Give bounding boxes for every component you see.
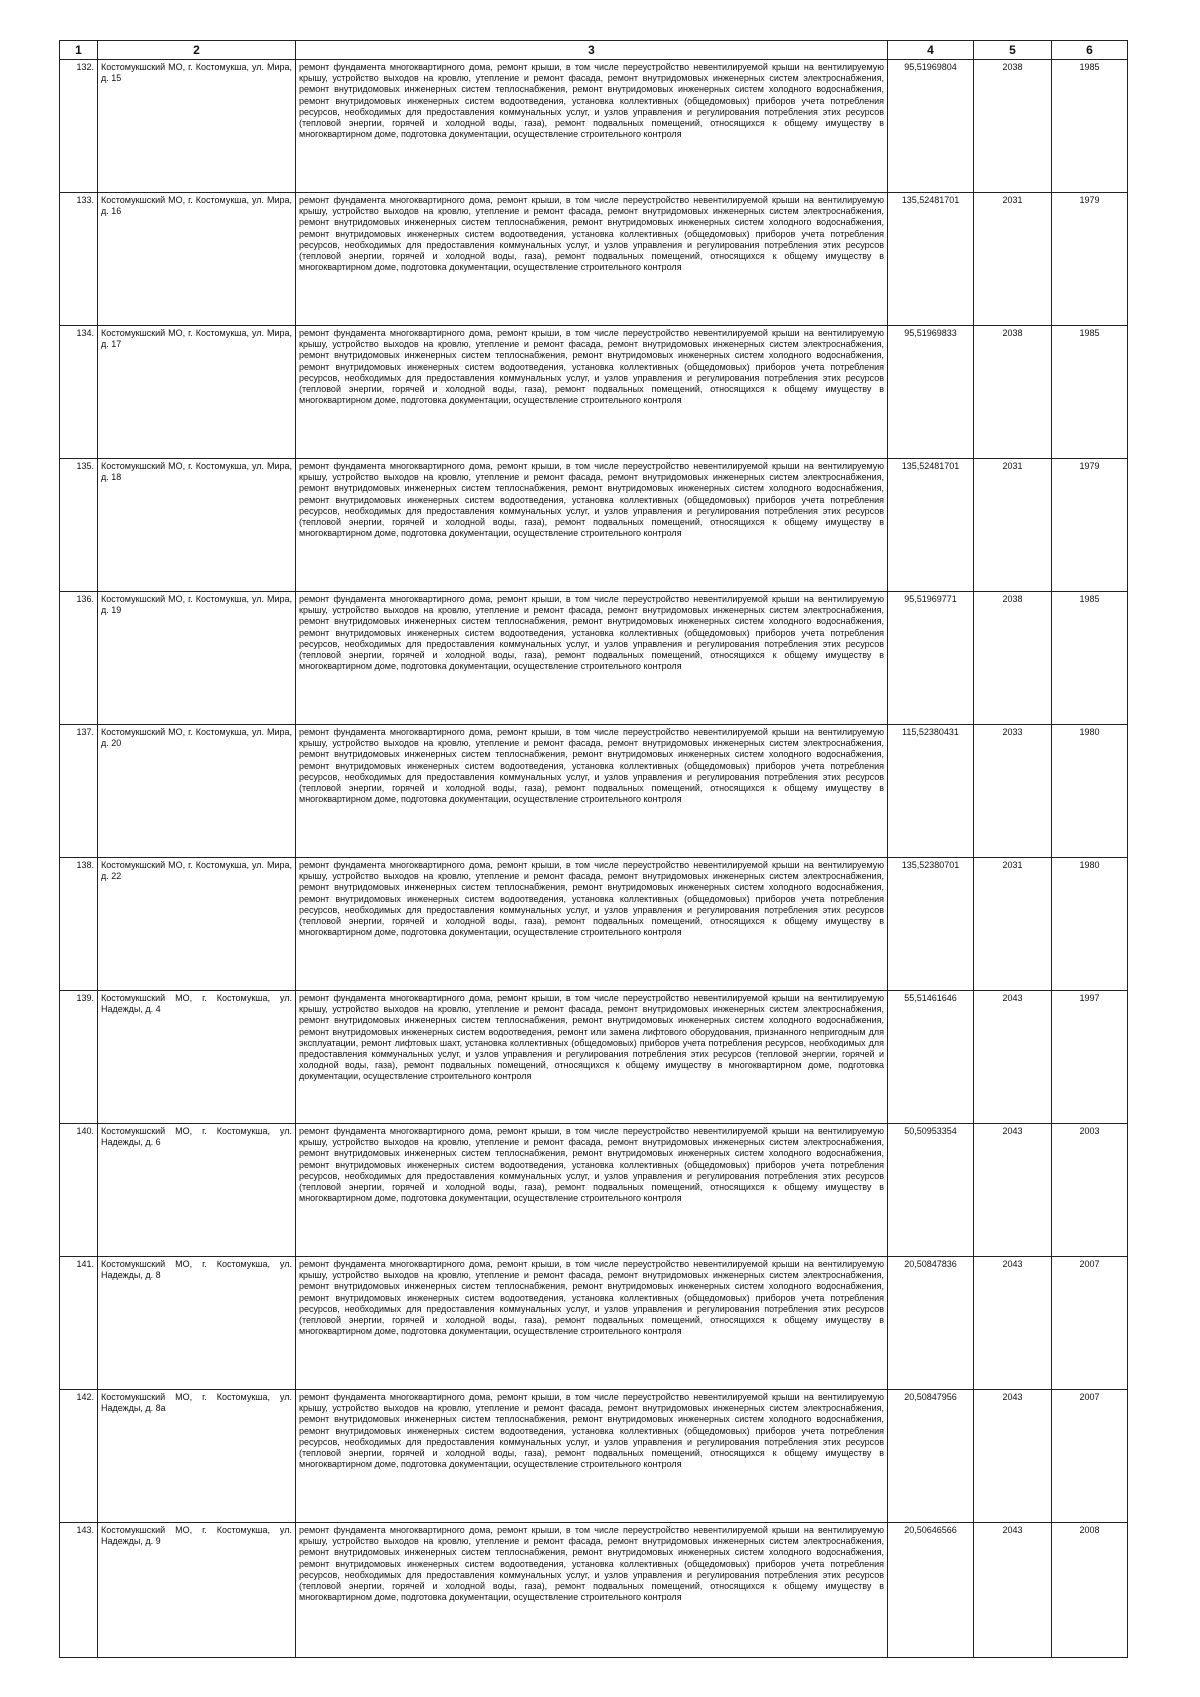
column-4-value: 95,51969804 xyxy=(888,60,974,193)
work-types: ремонт фундамента многоквартирного дома, ремонт крыши, в том числе переустройство невентилируемой крыши на вентилируемую крышу, устройство выходов на кровлю, утепление и ремонт фасада, ремонт внутридомовых инженерных систем электроснабжения, ремонт внутридомовых инженерных систем теплоснабжения, ремонт внутридомовых инженерных систем холодного водоснабжения, ремонт внутридомовых инженерных систем водоотведения, ремонт или замена лифтового оборудования, признанного непригодным для эксплуатации, ремонт лифтовых шахт, установка коллективных (общедомовых) приборов учета потребления ресурсов, необходимых для предоставления коммунальных услуг, и узлов управления и регулирования потребления этих ресурсов (тепловой энергии, горячей и холодной воды, газа), ремонт подвальных помещений, относящихся к общему имуществу в многоквартирном доме, подготовка документации, осуществление строительного контроля xyxy=(296,991,888,1124)
planned-year: 2043 xyxy=(974,991,1052,1124)
table-row xyxy=(60,1124,1128,1257)
column-4-value: 135,52481701 xyxy=(888,193,974,326)
planned-year: 2031 xyxy=(974,459,1052,592)
row-number: 137. xyxy=(60,725,98,858)
row-number: 139. xyxy=(60,991,98,1124)
row-number: 133. xyxy=(60,193,98,326)
row-number: 135. xyxy=(60,459,98,592)
construction-year: 1980 xyxy=(1052,858,1128,991)
construction-year: 2003 xyxy=(1052,1124,1128,1257)
work-types: ремонт фундамента многоквартирного дома, ремонт крыши, в том числе переустройство невентилируемой крыши на вентилируемую крышу, устройство выходов на кровлю, утепление и ремонт фасада, ремонт внутридомовых инженерных систем электроснабжения, ремонт внутридомовых инженерных систем теплоснабжения, ремонт внутридомовых инженерных систем холодного водоснабжения, ремонт внутридомовых инженерных систем водоотведения, установка коллективных (общедомовых) приборов учета потребления ресурсов, необходимых для предоставления коммунальных услуг, и узлов управления и регулирования потребления этих ресурсов (тепловой энергии, горячей и холодной воды, газа), ремонт подвальных помещений, относящихся к общему имуществу в многоквартирном доме, подготовка документации, осуществление строительного контроля xyxy=(296,60,888,193)
column-4-value: 20,50646566 xyxy=(888,1523,974,1658)
row-number: 141. xyxy=(60,1257,98,1390)
column-4-value: 20,50847956 xyxy=(888,1390,974,1523)
construction-year: 1985 xyxy=(1052,60,1128,193)
planned-year: 2038 xyxy=(974,60,1052,193)
house-address: Костомукшский МО, г. Костомукша, ул. Мира, д. 16 xyxy=(98,193,296,326)
planned-year: 2043 xyxy=(974,1390,1052,1523)
work-types: ремонт фундамента многоквартирного дома, ремонт крыши, в том числе переустройство невентилируемой крыши на вентилируемую крышу, устройство выходов на кровлю, утепление и ремонт фасада, ремонт внутридомовых инженерных систем электроснабжения, ремонт внутридомовых инженерных систем теплоснабжения, ремонт внутридомовых инженерных систем холодного водоснабжения, ремонт внутридомовых инженерных систем водоотведения, установка коллективных (общедомовых) приборов учета потребления ресурсов, необходимых для предоставления коммунальных услуг, и узлов управления и регулирования потребления этих ресурсов (тепловой энергии, горячей и холодной воды, газа), ремонт подвальных помещений, относящихся к общему имуществу в многоквартирном доме, подготовка документации, осуществление строительного контроля xyxy=(296,193,888,326)
row-number: 138. xyxy=(60,858,98,991)
table-row xyxy=(60,858,1128,991)
construction-year: 1979 xyxy=(1052,459,1128,592)
house-address: Костомукшский МО, г. Костомукша, ул. Мира, д. 19 xyxy=(98,592,296,725)
column-4-value: 115,52380431 xyxy=(888,725,974,858)
column-header-5: 5 xyxy=(974,41,1052,60)
house-address: Костомукшский МО, г. Костомукша, ул. Надежды, д. 8 xyxy=(98,1257,296,1390)
planned-year: 2043 xyxy=(974,1523,1052,1658)
house-address: Костомукшский МО, г. Костомукша, ул. Надежды, д. 6 xyxy=(98,1124,296,1257)
house-address: Костомукшский МО, г. Костомукша, ул. Надежды, д. 9 xyxy=(98,1523,296,1658)
work-types: ремонт фундамента многоквартирного дома, ремонт крыши, в том числе переустройство невентилируемой крыши на вентилируемую крышу, устройство выходов на кровлю, утепление и ремонт фасада, ремонт внутридомовых инженерных систем электроснабжения, ремонт внутридомовых инженерных систем теплоснабжения, ремонт внутридомовых инженерных систем холодного водоснабжения, ремонт внутридомовых инженерных систем водоотведения, установка коллективных (общедомовых) приборов учета потребления ресурсов, необходимых для предоставления коммунальных услуг, и узлов управления и регулирования потребления этих ресурсов (тепловой энергии, горячей и холодной воды, газа), ремонт подвальных помещений, относящихся к общему имуществу в многоквартирном доме, подготовка документации, осуществление строительного контроля xyxy=(296,326,888,459)
work-types: ремонт фундамента многоквартирного дома, ремонт крыши, в том числе переустройство невентилируемой крыши на вентилируемую крышу, устройство выходов на кровлю, утепление и ремонт фасада, ремонт внутридомовых инженерных систем электроснабжения, ремонт внутридомовых инженерных систем теплоснабжения, ремонт внутридомовых инженерных систем холодного водоснабжения, ремонт внутридомовых инженерных систем водоотведения, установка коллективных (общедомовых) приборов учета потребления ресурсов, необходимых для предоставления коммунальных услуг, и узлов управления и регулирования потребления этих ресурсов (тепловой энергии, горячей и холодной воды, газа), ремонт подвальных помещений, относящихся к общему имуществу в многоквартирном доме, подготовка документации, осуществление строительного контроля xyxy=(296,725,888,858)
column-4-value: 50,50953354 xyxy=(888,1124,974,1257)
column-header-2: 2 xyxy=(98,41,296,60)
work-types: ремонт фундамента многоквартирного дома, ремонт крыши, в том числе переустройство невентилируемой крыши на вентилируемую крышу, устройство выходов на кровлю, утепление и ремонт фасада, ремонт внутридомовых инженерных систем электроснабжения, ремонт внутридомовых инженерных систем теплоснабжения, ремонт внутридомовых инженерных систем холодного водоснабжения, ремонт внутридомовых инженерных систем водоотведения, установка коллективных (общедомовых) приборов учета потребления ресурсов, необходимых для предоставления коммунальных услуг, и узлов управления и регулирования потребления этих ресурсов (тепловой энергии, горячей и холодной воды, газа), ремонт подвальных помещений, относящихся к общему имуществу в многоквартирном доме, подготовка документации, осуществление строительного контроля xyxy=(296,1124,888,1257)
planned-year: 2043 xyxy=(974,1124,1052,1257)
table-row xyxy=(60,1523,1128,1658)
planned-year: 2038 xyxy=(974,592,1052,725)
construction-year: 2007 xyxy=(1052,1257,1128,1390)
table-row xyxy=(60,592,1128,725)
house-address: Костомукшский МО, г. Костомукша, ул. Мира, д. 17 xyxy=(98,326,296,459)
header-row xyxy=(60,41,1128,60)
row-number: 136. xyxy=(60,592,98,725)
construction-year: 1985 xyxy=(1052,326,1128,459)
house-address: Костомукшский МО, г. Костомукша, ул. Мира, д. 18 xyxy=(98,459,296,592)
construction-year: 1997 xyxy=(1052,991,1128,1124)
house-address: Костомукшский МО, г. Костомукша, ул. Надежды, д. 8а xyxy=(98,1390,296,1523)
column-4-value: 135,52481701 xyxy=(888,459,974,592)
house-address: Костомукшский МО, г. Костомукша, ул. Мира, д. 22 xyxy=(98,858,296,991)
work-types: ремонт фундамента многоквартирного дома, ремонт крыши, в том числе переустройство невентилируемой крыши на вентилируемую крышу, устройство выходов на кровлю, утепление и ремонт фасада, ремонт внутридомовых инженерных систем электроснабжения, ремонт внутридомовых инженерных систем теплоснабжения, ремонт внутридомовых инженерных систем холодного водоснабжения, ремонт внутридомовых инженерных систем водоотведения, установка коллективных (общедомовых) приборов учета потребления ресурсов, необходимых для предоставления коммунальных услуг, и узлов управления и регулирования потребления этих ресурсов (тепловой энергии, горячей и холодной воды, газа), ремонт подвальных помещений, относящихся к общему имуществу в многоквартирном доме, подготовка документации, осуществление строительного контроля xyxy=(296,1390,888,1523)
column-4-value: 55,51461646 xyxy=(888,991,974,1124)
planned-year: 2031 xyxy=(974,193,1052,326)
table-row xyxy=(60,459,1128,592)
column-4-value: 20,50847836 xyxy=(888,1257,974,1390)
construction-year: 1980 xyxy=(1052,725,1128,858)
column-4-value: 135,52380701 xyxy=(888,858,974,991)
construction-year: 1979 xyxy=(1052,193,1128,326)
row-number: 142. xyxy=(60,1390,98,1523)
construction-year: 2008 xyxy=(1052,1523,1128,1658)
house-address: Костомукшский МО, г. Костомукша, ул. Мира, д. 15 xyxy=(98,60,296,193)
table-row xyxy=(60,193,1128,326)
repair-program-table xyxy=(59,40,1128,1658)
work-types: ремонт фундамента многоквартирного дома, ремонт крыши, в том числе переустройство невентилируемой крыши на вентилируемую крышу, устройство выходов на кровлю, утепление и ремонт фасада, ремонт внутридомовых инженерных систем электроснабжения, ремонт внутридомовых инженерных систем теплоснабжения, ремонт внутридомовых инженерных систем холодного водоснабжения, ремонт внутридомовых инженерных систем водоотведения, установка коллективных (общедомовых) приборов учета потребления ресурсов, необходимых для предоставления коммунальных услуг, и узлов управления и регулирования потребления этих ресурсов (тепловой энергии, горячей и холодной воды, газа), ремонт подвальных помещений, относящихся к общему имуществу в многоквартирном доме, подготовка документации, осуществление строительного контроля xyxy=(296,1257,888,1390)
planned-year: 2043 xyxy=(974,1257,1052,1390)
house-address: Костомукшский МО, г. Костомукша, ул. Мира, д. 20 xyxy=(98,725,296,858)
row-number: 140. xyxy=(60,1124,98,1257)
row-number: 143. xyxy=(60,1523,98,1658)
table-row xyxy=(60,1257,1128,1390)
column-header-3: 3 xyxy=(296,41,888,60)
planned-year: 2038 xyxy=(974,326,1052,459)
table-row xyxy=(60,725,1128,858)
table-row xyxy=(60,991,1128,1124)
construction-year: 2007 xyxy=(1052,1390,1128,1523)
house-address: Костомукшский МО, г. Костомукша, ул. Надежды, д. 4 xyxy=(98,991,296,1124)
work-types: ремонт фундамента многоквартирного дома, ремонт крыши, в том числе переустройство невентилируемой крыши на вентилируемую крышу, устройство выходов на кровлю, утепление и ремонт фасада, ремонт внутридомовых инженерных систем электроснабжения, ремонт внутридомовых инженерных систем теплоснабжения, ремонт внутридомовых инженерных систем холодного водоснабжения, ремонт внутридомовых инженерных систем водоотведения, установка коллективных (общедомовых) приборов учета потребления ресурсов, необходимых для предоставления коммунальных услуг, и узлов управления и регулирования потребления этих ресурсов (тепловой энергии, горячей и холодной воды, газа), ремонт подвальных помещений, относящихся к общему имуществу в многоквартирном доме, подготовка документации, осуществление строительного контроля xyxy=(296,1523,888,1658)
planned-year: 2031 xyxy=(974,858,1052,991)
construction-year: 1985 xyxy=(1052,592,1128,725)
column-header-1: 1 xyxy=(60,41,98,60)
row-number: 132. xyxy=(60,60,98,193)
column-4-value: 95,51969833 xyxy=(888,326,974,459)
table-row xyxy=(60,1390,1128,1523)
work-types: ремонт фундамента многоквартирного дома, ремонт крыши, в том числе переустройство невентилируемой крыши на вентилируемую крышу, устройство выходов на кровлю, утепление и ремонт фасада, ремонт внутридомовых инженерных систем электроснабжения, ремонт внутридомовых инженерных систем теплоснабжения, ремонт внутридомовых инженерных систем холодного водоснабжения, ремонт внутридомовых инженерных систем водоотведения, установка коллективных (общедомовых) приборов учета потребления ресурсов, необходимых для предоставления коммунальных услуг, и узлов управления и регулирования потребления этих ресурсов (тепловой энергии, горячей и холодной воды, газа), ремонт подвальных помещений, относящихся к общему имуществу в многоквартирном доме, подготовка документации, осуществление строительного контроля xyxy=(296,858,888,991)
column-header-6: 6 xyxy=(1052,41,1128,60)
work-types: ремонт фундамента многоквартирного дома, ремонт крыши, в том числе переустройство невентилируемой крыши на вентилируемую крышу, устройство выходов на кровлю, утепление и ремонт фасада, ремонт внутридомовых инженерных систем электроснабжения, ремонт внутридомовых инженерных систем теплоснабжения, ремонт внутридомовых инженерных систем холодного водоснабжения, ремонт внутридомовых инженерных систем водоотведения, установка коллективных (общедомовых) приборов учета потребления ресурсов, необходимых для предоставления коммунальных услуг, и узлов управления и регулирования потребления этих ресурсов (тепловой энергии, горячей и холодной воды, газа), ремонт подвальных помещений, относящихся к общему имуществу в многоквартирном доме, подготовка документации, осуществление строительного контроля xyxy=(296,459,888,592)
column-header-4: 4 xyxy=(888,41,974,60)
column-4-value: 95,51969771 xyxy=(888,592,974,725)
work-types: ремонт фундамента многоквартирного дома, ремонт крыши, в том числе переустройство невентилируемой крыши на вентилируемую крышу, устройство выходов на кровлю, утепление и ремонт фасада, ремонт внутридомовых инженерных систем электроснабжения, ремонт внутридомовых инженерных систем теплоснабжения, ремонт внутридомовых инженерных систем холодного водоснабжения, ремонт внутридомовых инженерных систем водоотведения, установка коллективных (общедомовых) приборов учета потребления ресурсов, необходимых для предоставления коммунальных услуг, и узлов управления и регулирования потребления этих ресурсов (тепловой энергии, горячей и холодной воды, газа), ремонт подвальных помещений, относящихся к общему имуществу в многоквартирном доме, подготовка документации, осуществление строительного контроля xyxy=(296,592,888,725)
planned-year: 2033 xyxy=(974,725,1052,858)
row-number: 134. xyxy=(60,326,98,459)
table-row xyxy=(60,60,1128,193)
table-row xyxy=(60,326,1128,459)
